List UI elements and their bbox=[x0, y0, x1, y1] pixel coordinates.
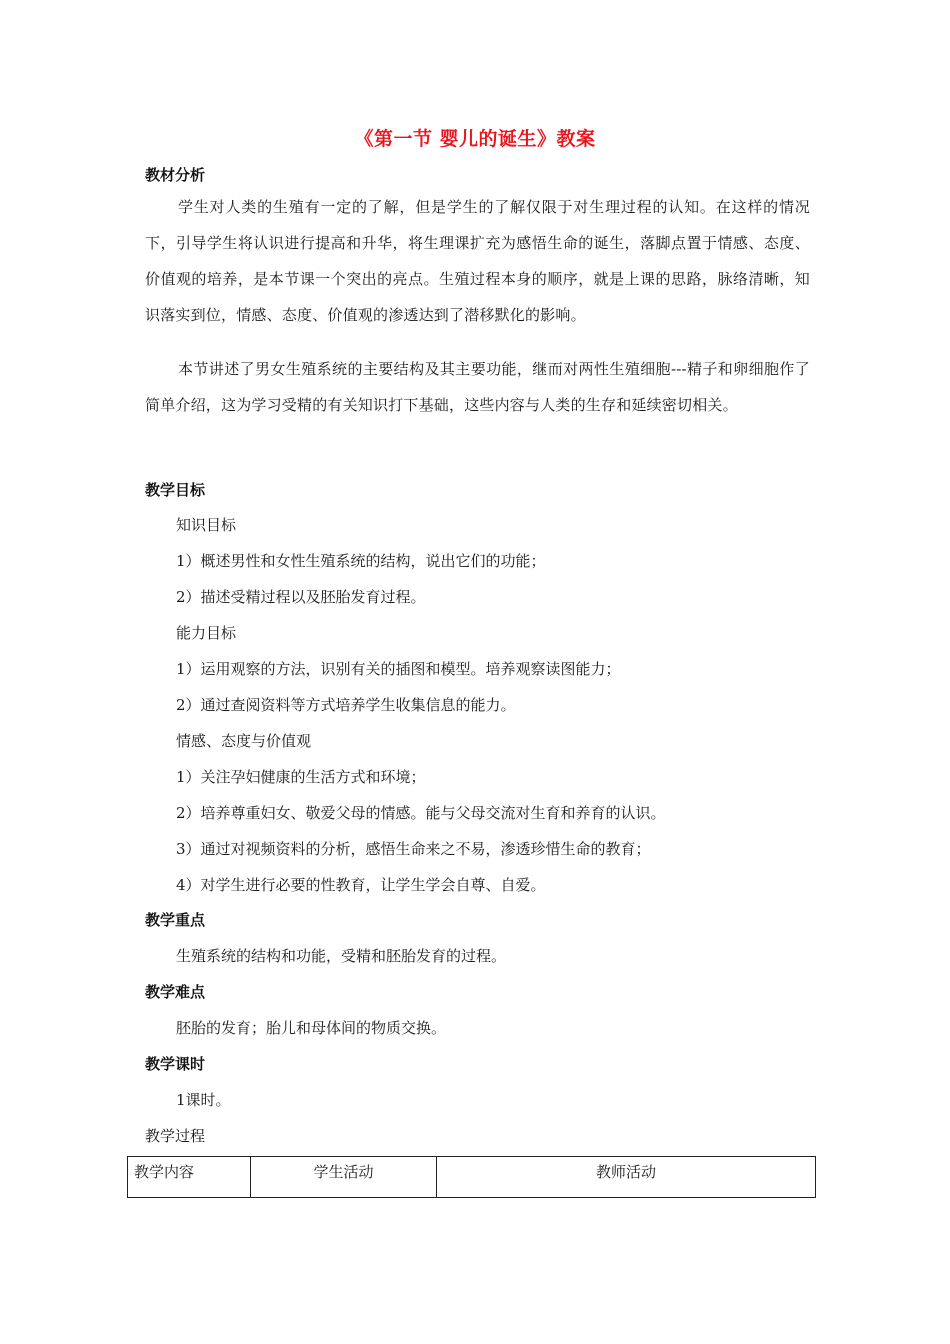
column-header-content: 教学内容 bbox=[128, 1157, 251, 1198]
heading-class-hours: 教学课时 bbox=[145, 1055, 206, 1073]
analysis-paragraph-2: 本节讲述了男女生殖系统的主要结构及其主要功能，继而对两性生殖细胞---精子和卵细胞作了简单介绍，这为学习受精的有关知识打下基础，这些内容与人类的生存和延续密切相关。 bbox=[145, 360, 810, 414]
column-header-student-activity: 学生活动 bbox=[251, 1157, 437, 1198]
emotion-goal-item: 1）关注孕妇健康的生活方式和环境； bbox=[176, 768, 426, 786]
knowledge-goal-item: 1）概述男性和女性生殖系统的结构，说出它们的功能； bbox=[176, 552, 546, 570]
ability-goal-item: 2）通过查阅资料等方式培养学生收集信息的能力。 bbox=[176, 696, 516, 714]
heading-analysis: 教材分析 bbox=[145, 166, 206, 184]
heading-difficulties: 教学难点 bbox=[145, 983, 206, 1001]
difficulties-text: 胚胎的发育；胎儿和母体间的物质交换。 bbox=[176, 1019, 447, 1037]
heading-process: 教学过程 bbox=[145, 1127, 206, 1145]
column-header-teacher-activity: 教师活动 bbox=[437, 1157, 816, 1198]
process-table bbox=[127, 1156, 816, 1198]
emotion-goal-item: 2）培养尊重妇女、敬爱父母的情感。能与父母交流对生育和养育的认识。 bbox=[176, 804, 666, 822]
class-hours-text: 1课时。 bbox=[176, 1091, 231, 1109]
emotion-goal-item: 4）对学生进行必要的性教育，让学生学会自尊、自爱。 bbox=[176, 876, 546, 894]
table-header-row bbox=[128, 1157, 816, 1198]
knowledge-goals-label: 知识目标 bbox=[176, 516, 237, 534]
emotion-goals-label: 情感、态度与价值观 bbox=[176, 732, 312, 750]
ability-goal-item: 1）运用观察的方法，识别有关的插图和模型。培养观察读图能力； bbox=[176, 660, 621, 678]
key-points-text: 生殖系统的结构和功能，受精和胚胎发育的过程。 bbox=[176, 947, 507, 965]
emotion-goal-item: 3）通过对视频资料的分析，感悟生命来之不易，渗透珍惜生命的教育； bbox=[176, 840, 651, 858]
analysis-paragraph-1: 学生对人类的生殖有一定的了解，但是学生的了解仅限于对生理过程的认知。在这样的情况下，引导学生将认识进行提高和升华，将生理课扩充为感悟生命的诞生，落脚点置于情感、态度、价值观的培养，是本节课一个突出的亮点。生殖过程本身的顺序，就是上课的思路，脉络清晰，知识落实到位，情感、态度、价值观的渗透达到了潜移默化的影响。 bbox=[145, 198, 810, 324]
heading-goals: 教学目标 bbox=[145, 481, 206, 499]
heading-key-points: 教学重点 bbox=[145, 911, 206, 929]
ability-goals-label: 能力目标 bbox=[176, 624, 237, 642]
knowledge-goal-item: 2）描述受精过程以及胚胎发育过程。 bbox=[176, 588, 426, 606]
document-title: 《第一节 婴儿的诞生》教案 bbox=[354, 128, 596, 150]
